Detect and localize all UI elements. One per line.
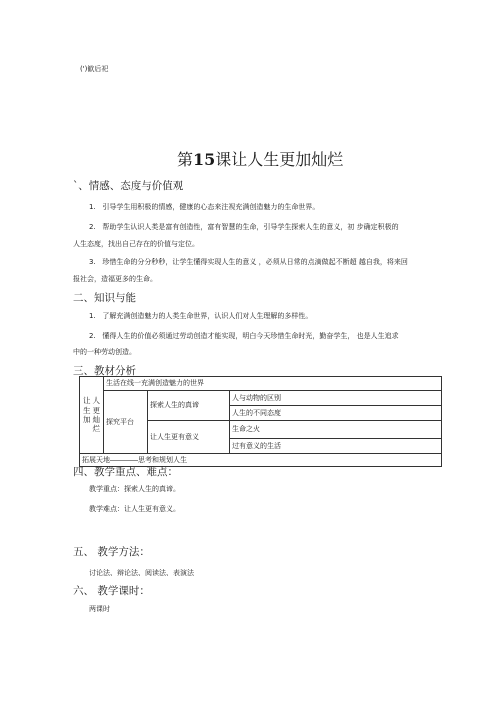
item-text: 了解充满创造魅力的人类生命世界，认识人们对人生理解的多样性。	[102, 312, 313, 320]
title-number: 15	[193, 150, 216, 169]
section3-heading: 三、教材分析	[73, 365, 136, 377]
table-cell: 让人生更有意义	[148, 421, 230, 454]
key-point: 教学重点：探索人生的真谛。	[89, 485, 180, 493]
list-item	[89, 311, 312, 321]
list-item	[89, 331, 399, 341]
list-item	[89, 202, 319, 212]
item-number: 3.	[89, 258, 96, 266]
class-hours: 两课时	[89, 605, 110, 613]
table-cell: 人与动物的区别	[230, 391, 442, 406]
title-char: 生	[83, 405, 91, 415]
table-cell: 生活在线一充满创造魅力的世界	[104, 377, 442, 391]
table-cell: 拓展天地――――思考和规划人生	[80, 454, 442, 467]
teaching-methods: 讨论法、辩论法、阅读法、表演法	[89, 569, 194, 577]
table-cell: 探究平台	[104, 391, 148, 454]
lesson-title-cell	[80, 377, 104, 454]
section2-heading: 二、知识与能	[73, 292, 136, 304]
list-item-continuation: 报社会，造福更多的生命。	[73, 275, 157, 283]
section4-heading: 四、教学重点、难点：	[73, 466, 178, 478]
item-number: 2.	[89, 223, 96, 231]
table-cell: 生命之火	[230, 421, 442, 439]
difficult-point: 教学难点：让人生更有意义。	[89, 505, 180, 513]
item-text: 帮助学生认识人类是富有创造性，富有智慧的生命，引导学生探索人生的意义，初 步确定积极的	[102, 223, 399, 231]
section5-heading: 五、 教学方法：	[73, 546, 150, 558]
list-item-continuation: 中的一种劳动创造。	[73, 348, 136, 356]
title-prefix: 第	[177, 150, 194, 169]
list-item	[89, 257, 408, 267]
title-text: 课让人生更加灿烂	[215, 150, 344, 169]
item-text: 引导学生用积极的情感，健康的心态来注视充满创造魅力的生命世界。	[102, 203, 320, 211]
item-text: 珍惜生命的分分秒秒，让学生懂得实现人生的意义 ，必须从日常的点滴做起不断超 越自我，将来回	[102, 258, 408, 266]
table-cell: 探索人生的真谛	[148, 391, 230, 421]
item-number: 1.	[89, 203, 96, 211]
title-char: 加	[83, 415, 91, 424]
item-number: 1.	[89, 312, 96, 320]
item-number: 2.	[89, 332, 96, 340]
section1-heading: `、情感、态度与价值观	[73, 180, 184, 192]
title-char: 让	[83, 396, 91, 406]
table-cell: 过有意义的生活	[230, 439, 442, 454]
title-char: 灿	[92, 415, 100, 424]
header-note: (')歓后祀	[80, 65, 109, 73]
title-char: 更	[92, 405, 100, 415]
title-char: 烂	[92, 424, 100, 434]
section6-heading: 六、 教学课时：	[73, 585, 150, 597]
title-char: 人	[92, 396, 100, 406]
table-cell: 人生的不同态度	[230, 406, 442, 421]
list-item-continuation: 人生态度，找出自己存在的价值与定位。	[73, 240, 199, 248]
list-item	[89, 222, 399, 232]
page-title	[177, 147, 343, 170]
material-analysis-table	[79, 376, 442, 467]
item-text: 懂得人生的价值必须通过劳动创造才能实现，明白今天珍惜生命时光，勤奋学生， 也是人生追求	[102, 332, 399, 340]
